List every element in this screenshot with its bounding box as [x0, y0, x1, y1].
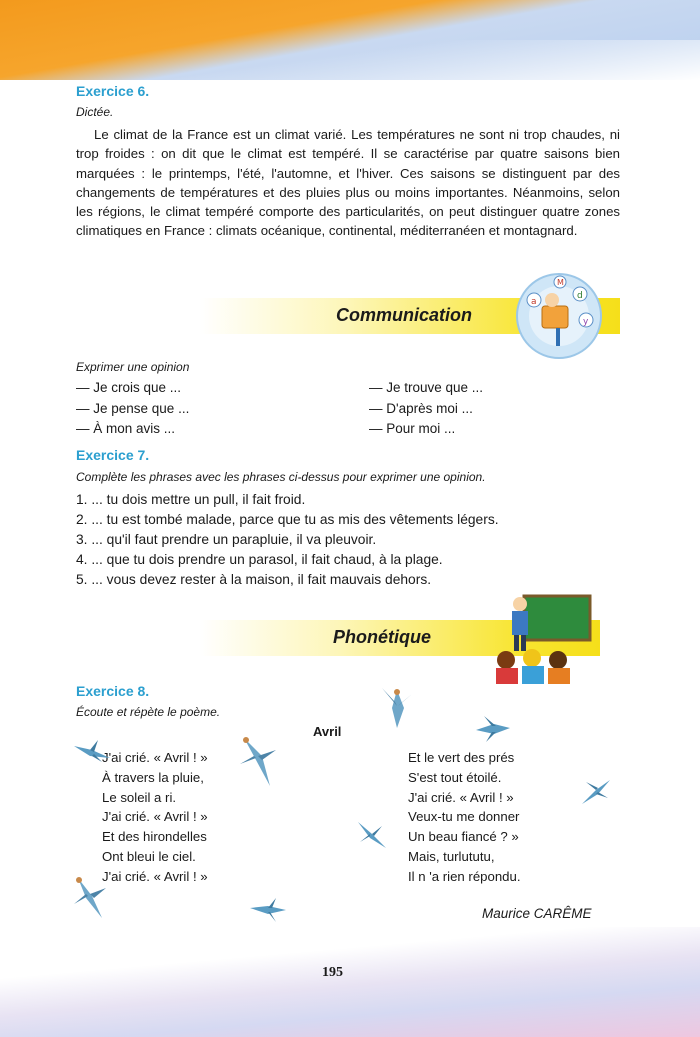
exercise7-item: 5. ... vous devez rester à la maison, il fait mauvais dehors.: [76, 572, 432, 587]
poem-line: Mais, turlututu,: [408, 848, 495, 864]
svg-text:y: y: [583, 317, 589, 327]
communication-subtitle: Exprimer une opinion: [76, 360, 190, 374]
opinion-phrases-left: [76, 378, 189, 440]
exercise7-item: 4. ... que tu dois prendre un parasol, il fait chaud, à la plage.: [76, 552, 443, 567]
poem-line: Un beau fiancé ? »: [408, 829, 519, 845]
exercise8-instruction: Écoute et répète le poème.: [76, 705, 221, 719]
poem-line: J'ai crié. « Avril ! »: [102, 809, 208, 825]
svg-text:M: M: [557, 278, 564, 287]
poem-line: Le soleil a ri.: [102, 789, 177, 805]
communication-illustration-icon: [512, 270, 606, 362]
poem-line: Ont bleui le ciel.: [102, 848, 196, 864]
page-number: 195: [322, 965, 343, 980]
poem-title: Avril: [313, 724, 342, 739]
swallow-icon: [472, 716, 512, 742]
exercise7-item: 3. ... qu'il faut prendre un parapluie, il va pleuvoir.: [76, 532, 377, 547]
exercise7-items: [76, 490, 499, 590]
poem-right-stanza: [408, 748, 521, 887]
poem-line: Veux-tu me donner: [408, 809, 520, 825]
exercise7-item: 1. ... tu dois mettre un pull, il fait froid.: [76, 492, 306, 507]
swallow-icon: [380, 684, 414, 734]
communication-heading: Communication: [336, 305, 473, 325]
opinion-phrase: — Pour moi ...: [369, 421, 456, 436]
svg-text:a: a: [531, 297, 537, 307]
opinion-phrases-right: [369, 378, 483, 440]
swallow-icon: [72, 874, 108, 922]
exercise7-item: 2. ... tu est tombé malade, parce que tu as mis des vêtements légers.: [76, 512, 499, 527]
poem-line: J'ai crié. « Avril ! »: [102, 868, 208, 884]
swallow-icon: [354, 818, 390, 852]
bottom-decor-band: [0, 927, 700, 1037]
opinion-phrase: — D'après moi ...: [369, 400, 473, 416]
poem-line: J'ai crié. « Avril ! »: [102, 750, 208, 765]
exercise7-title: Exercice 7.: [76, 447, 150, 463]
poem-line: Il n 'a rien répondu.: [408, 868, 521, 884]
exercise6-paragraph: Le climat de la France est un climat varié. Les températures ne sont ni trop chaudes, ni trop froides : on dit que le climat est tempéré. Il se caractérise par quatre saisons bien marquées : le printemps, l'été, l'automne, et l'hiver. Ces saisons se distinguent par des changements de températures et des pluies plus ou moins importantes. Néanmoins, selon les régions, le climat tempéré comporte des particularités, on peut distinguer quatre zones climatiques en France : climats océanique, continental, méditerranéen et montagnard.: [76, 127, 620, 239]
exercise8-title: Exercice 8.: [76, 683, 150, 699]
swallow-icon: [72, 738, 112, 764]
svg-text:d: d: [577, 291, 583, 301]
classroom-illustration-icon: [492, 590, 596, 686]
poem-left-stanza: [102, 748, 208, 887]
opinion-phrase: — Je pense que ...: [76, 400, 190, 416]
swallow-icon: [578, 776, 614, 808]
poem-line: À travers la pluie,: [102, 769, 204, 785]
opinion-phrase: — À mon avis ...: [76, 421, 176, 436]
phonetique-heading: Phonétique: [333, 627, 431, 647]
exercise6-instruction: Dictée.: [76, 105, 114, 119]
swallow-icon: [248, 896, 288, 922]
top-decor-band: [0, 0, 700, 80]
poem-author: Maurice CARÊME: [482, 906, 592, 921]
exercise7-instruction: Complète les phrases avec les phrases ci-dessus pour exprimer une opinion.: [76, 470, 486, 484]
opinion-phrase: — Je crois que ...: [76, 380, 182, 395]
poem-line: Et le vert des prés: [408, 750, 515, 765]
poem-line: S'est tout étoilé.: [408, 769, 502, 785]
swallow-icon: [236, 732, 280, 792]
poem-line: J'ai crié. « Avril ! »: [408, 789, 514, 805]
exercise6-title: Exercice 6.: [76, 83, 150, 99]
opinion-phrase: — Je trouve que ...: [369, 380, 484, 395]
poem-line: Et des hirondelles: [102, 829, 207, 845]
